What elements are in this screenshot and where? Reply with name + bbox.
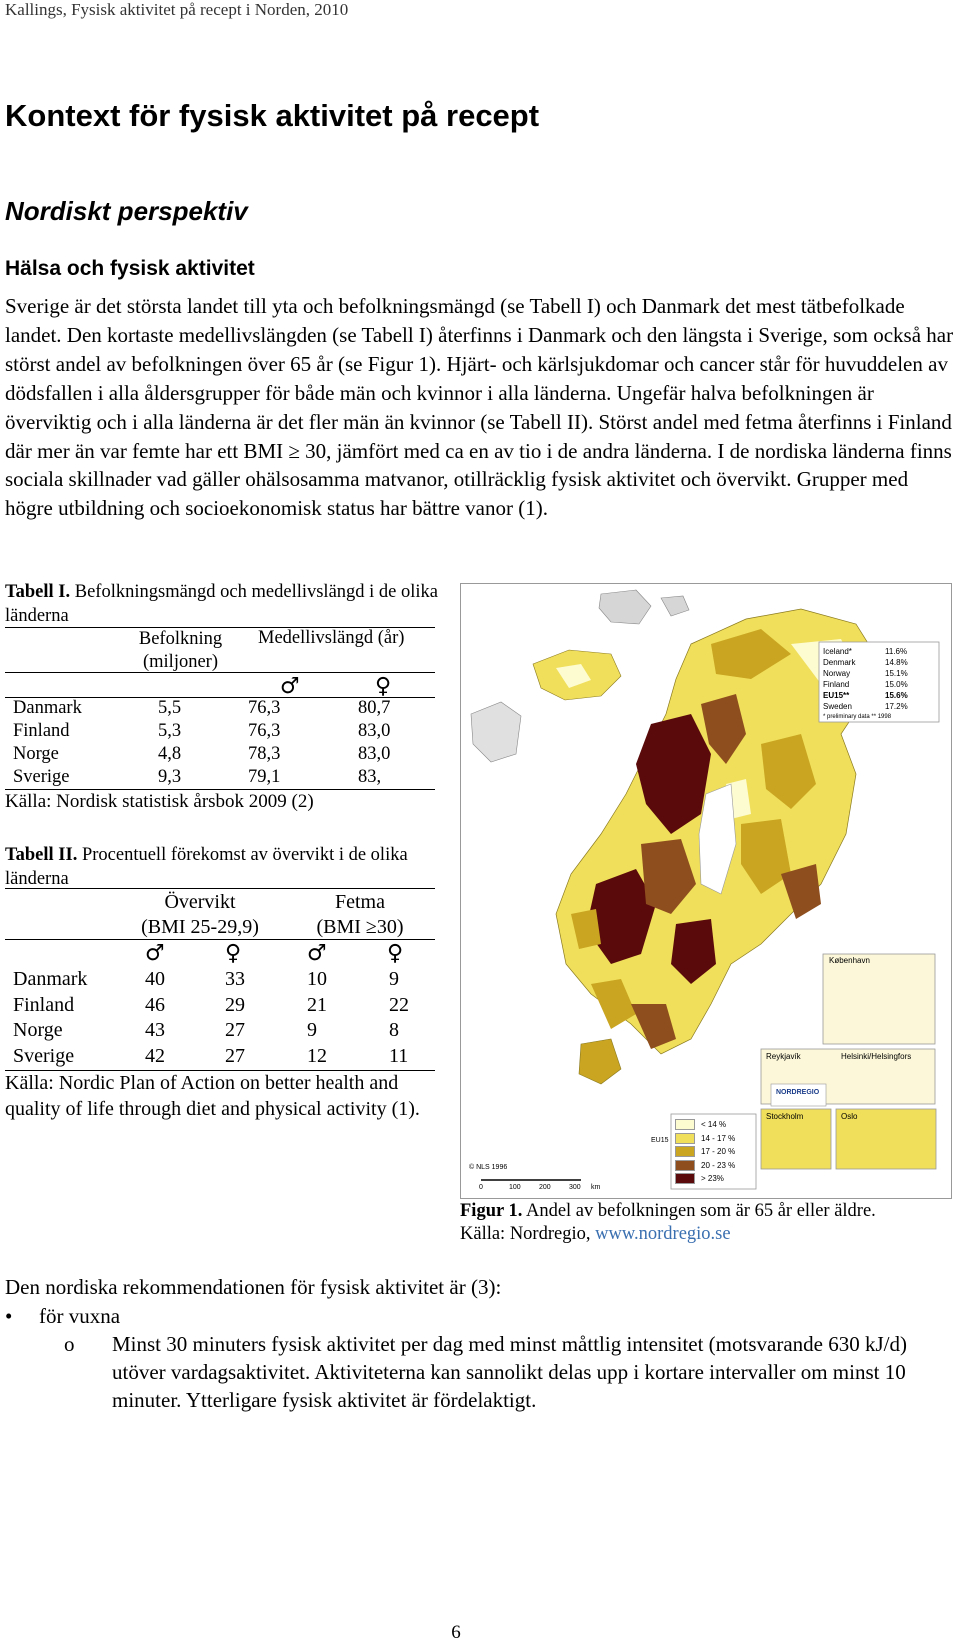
population-cell: 5,3	[158, 721, 182, 741]
table1-caption	[5, 580, 450, 628]
sub-marker: o	[64, 1332, 75, 1356]
country-cell: Danmark	[13, 698, 82, 718]
table1-body	[13, 697, 390, 789]
nordregio-link[interactable]: www.nordregio.se	[595, 1224, 731, 1244]
over-male-cell: 42	[145, 1044, 165, 1067]
legend-swatch	[675, 1146, 695, 1157]
overweight-range: (BMI 25-29,9)	[141, 916, 259, 938]
over-male-cell: 43	[145, 1019, 165, 1041]
table2-caption	[5, 843, 450, 891]
table1-female-symbol: ♀	[375, 674, 392, 699]
legend-row: Denmark 14.8%	[823, 658, 908, 667]
bullet-marker: •	[5, 1304, 13, 1328]
country-cell: Sverige	[13, 1044, 75, 1067]
legend-row: Sweden 17.2%	[823, 702, 908, 711]
table2-grid	[13, 967, 409, 1069]
map-copyright: © NLS 1996	[469, 1164, 508, 1171]
legend-row: Finland 15.0%	[823, 680, 908, 689]
table2-label: Tabell II.	[5, 845, 78, 865]
table1-bottom-rule	[5, 789, 435, 790]
nordregio-logo: NORDREGIO	[776, 1089, 820, 1096]
map-legend-top	[823, 646, 908, 723]
sub-item-text: Minst 30 minuters fysisk aktivitet per dag med minst måttlig intensitet (motsvarande 630 kJ/d) utöver vardagsaktivitet. Aktiviteterna kan sannolikt delas upp i kortare intervaller om minst 10 minuter. Ytterligare fysisk aktivitet är fördelaktigt.	[112, 1332, 907, 1412]
table2-caption-text: Procentuell förekomst av övervikt i de olika länderna	[5, 845, 408, 889]
eu15-label: EU15	[651, 1137, 669, 1144]
male-life-cell: 76,3	[248, 721, 281, 741]
overweight-title: Övervikt	[164, 891, 236, 913]
over-male-cell: 46	[145, 993, 165, 1016]
country-cell: Finland	[13, 721, 70, 741]
legend-row: 14 - 17 %	[675, 1132, 735, 1146]
map-figure: Iceland* 11.6% Denmark 14.8% Norway 15.1% Finland 15.0% EU15** 15.6% Sweden 17.2% * preliminary data ** 1998 København Reykjavík Helsinki/Helsingfors Stockholm Oslo NORDREGIO < 14 % 14 - 17 % 17 - 20 % 20 - 23 % > 23% EU15 © NLS 1996 0 100 200 300 km	[460, 583, 952, 1199]
country-cell: Sverige	[13, 767, 70, 787]
table2-col-obesity	[305, 890, 415, 940]
male-life-cell: 78,3	[248, 744, 281, 764]
obesity-title: Fetma	[335, 891, 385, 913]
male-life-cell: 79,1	[248, 767, 281, 787]
fat-female-cell: 9	[389, 968, 399, 990]
page-title: Kontext för fysisk aktivitet på recept	[5, 98, 540, 133]
legend-swatch	[675, 1173, 695, 1184]
bullet-item	[5, 1304, 120, 1329]
population-cell: 4,8	[158, 744, 182, 764]
fat-male-cell: 9	[307, 1019, 317, 1041]
table2-top-rule	[5, 888, 435, 889]
table2-source: Källa: Nordic Plan of Action on better health and quality of life through diet and physical activity (1).	[5, 1072, 420, 1120]
bullet-text: för vuxna	[39, 1304, 121, 1328]
legend-swatch	[675, 1160, 695, 1171]
table-row	[13, 743, 390, 766]
table-row	[13, 766, 390, 789]
legend-swatch	[675, 1133, 695, 1144]
table-row	[13, 697, 390, 720]
country-cell: Norge	[13, 744, 59, 764]
female-life-cell: 83,0	[358, 744, 391, 764]
country-cell: Danmark	[13, 968, 88, 990]
over-female-cell: 27	[225, 1019, 245, 1041]
legend-row: > 23%	[675, 1172, 735, 1186]
fat-male-cell: 12	[307, 1044, 327, 1067]
table2-col-overweight	[135, 890, 265, 940]
table1-male-symbol: ♂	[280, 674, 300, 699]
country-cell: Norge	[13, 1019, 63, 1041]
legend-note: * preliminary data ** 1998	[823, 714, 892, 720]
obesity-range: (BMI ≥30)	[316, 916, 404, 938]
table-row	[13, 720, 390, 743]
inset-label-stockholm: Stockholm	[766, 1112, 804, 1121]
table2-over-female-symbol: ♀	[225, 941, 242, 966]
legend-row: EU15** 15.6%	[823, 691, 908, 700]
over-female-cell: 33	[225, 968, 245, 990]
figure-label: Figur 1.	[460, 1201, 523, 1221]
recommendation-intro: Den nordiska rekommendationen för fysisk aktivitet är (3):	[5, 1275, 502, 1299]
female-life-cell: 83,	[358, 767, 382, 787]
over-male-cell: 40	[145, 968, 165, 990]
legend-swatch	[675, 1119, 695, 1130]
subsection-heading: Hälsa och fysisk aktivitet	[5, 257, 255, 280]
section-heading: Nordiskt perspektiv	[5, 196, 248, 226]
inset-label-helsinki: Helsinki/Helsingfors	[841, 1052, 912, 1061]
legend-row: Norway 15.1%	[823, 669, 908, 678]
figure-caption	[460, 1200, 920, 1246]
female-life-cell: 83,0	[358, 721, 391, 741]
over-female-cell: 27	[225, 1044, 245, 1067]
legend-row: Iceland* 11.6%	[823, 647, 908, 656]
fat-male-cell: 21	[307, 993, 327, 1016]
map-legend-bottom	[675, 1118, 735, 1186]
inset-label-oslo: Oslo	[841, 1112, 858, 1121]
table1-col-population: Befolkning (miljoner)	[138, 629, 223, 672]
figure-caption-text: Andel av befolkningen som är 65 år eller äldre. Källa: Nordregio,	[460, 1201, 876, 1244]
body-paragraph: Sverige är det största landet till yta och befolkningsmängd (se Tabell I) och Danmark det mest tätbefolkade landet. Den kortaste medellivslängden (se Tabell I) återfinns i Danmark och den längsta i Sverige, som också har störst andel av befolkningen över 65 år (se Figur 1). Hjärt- och kärlsjukdomar och cancer står för huvuddelen av dödsfallen i alla åldersgrupper för både män och kvinnor i alla länderna. Ungefär halva befolkningen är överviktig och i alla länderna är det fler män än kvinnor (se Tabell II). Störst andel med fetma återfinns i Finland där mer än var femte har ett BMI ≥ 30, jämfört med ca en av tio i de andra länderna. I de nordiska länderna finns sociala skillnader vad gäller ohälsosamma matvanor, otillräcklig fysisk aktivitet och övervikt. Grupper med högre utbildning och socioekonomisk status har bättre vanor (1).	[5, 294, 954, 521]
table2-over-male-symbol: ♂	[145, 941, 165, 966]
inset-label-reykjavik: Reykjavík	[766, 1052, 801, 1061]
table-row	[13, 993, 409, 1019]
table2-fat-male-symbol: ♂	[307, 941, 327, 966]
running-head: Kallings, Fysisk aktivitet på recept i Norden, 2010	[5, 0, 349, 19]
table1-grid	[13, 697, 390, 789]
table1-caption-text: Befolkningsmängd och medellivslängd i de olika länderna	[5, 582, 439, 626]
legend-row: 17 - 20 %	[675, 1145, 735, 1159]
page-number: 6	[451, 1622, 461, 1643]
population-cell: 5,5	[158, 698, 182, 718]
legend-row: < 14 %	[675, 1118, 735, 1132]
table1-col-lifespan: Medellivslängd (år)	[258, 628, 405, 648]
table2-header-rule	[5, 939, 435, 940]
fat-female-cell: 11	[389, 1044, 409, 1067]
over-female-cell: 29	[225, 993, 245, 1016]
fat-female-cell: 8	[389, 1019, 399, 1041]
male-life-cell: 76,3	[248, 698, 281, 718]
legend-row: 20 - 23 %	[675, 1159, 735, 1173]
population-cell: 9,3	[158, 767, 182, 787]
inset-label-copenhagen: København	[829, 956, 870, 965]
table1-source: Källa: Nordisk statistisk årsbok 2009 (2)	[5, 791, 314, 812]
table1-label: Tabell I.	[5, 582, 71, 602]
table1-header-rule	[5, 672, 435, 673]
table2-fat-female-symbol: ♀	[387, 941, 404, 966]
sub-item	[64, 1330, 944, 1414]
table-row	[13, 1044, 409, 1070]
fat-female-cell: 22	[389, 993, 409, 1016]
fat-male-cell: 10	[307, 968, 327, 990]
female-life-cell: 80,7	[358, 698, 391, 718]
table-row	[13, 1018, 409, 1044]
table2-body	[13, 967, 409, 1069]
country-cell: Finland	[13, 993, 75, 1016]
table-row	[13, 967, 409, 993]
